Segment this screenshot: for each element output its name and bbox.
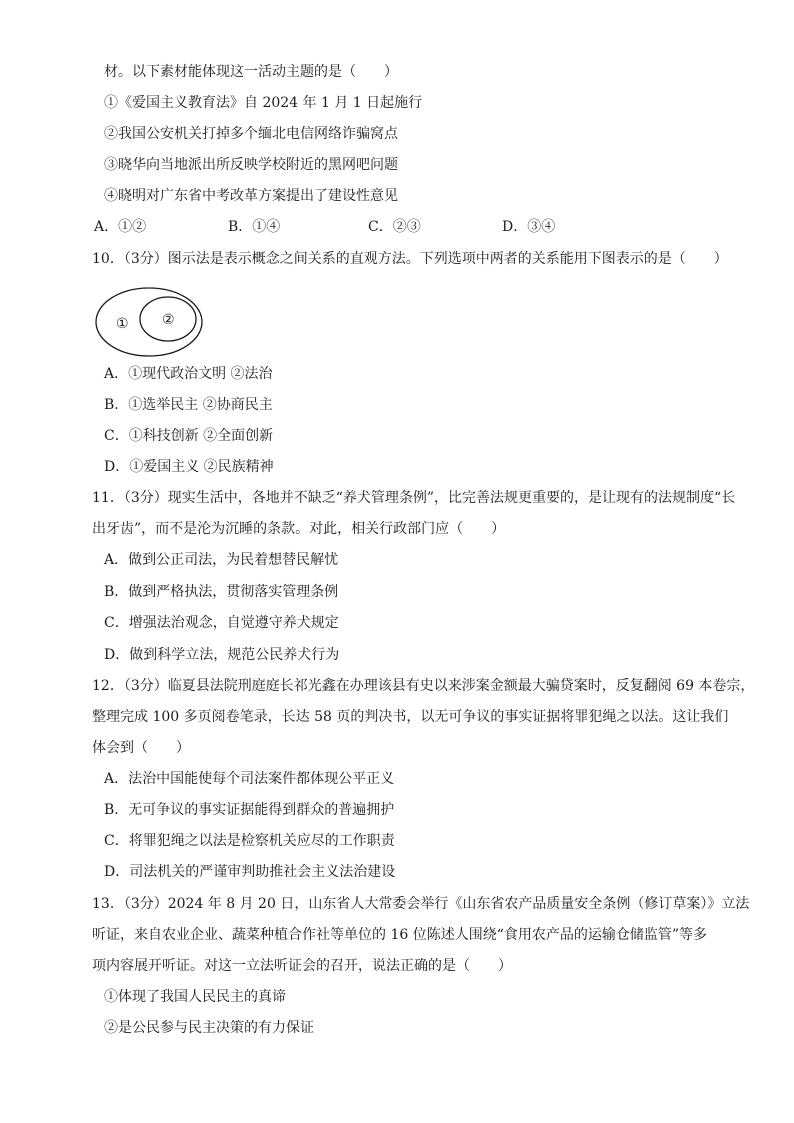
q11-option-d: D．做到科学立法，规范公民养犬行为 — [104, 647, 340, 663]
q13-item-1: ①体现了我国人民民主的真谛 — [104, 989, 286, 1005]
q9-item-4: ④晓明对广东省中考改革方案提出了建设性意见 — [104, 188, 398, 204]
q10-stem: 10．（3分）图示法是表示概念之间关系的直观方法。下列选项中两者的关系能用下图表示的是（ ） — [92, 251, 728, 267]
q11-option-a: A．做到公正司法，为民着想替民解忧 — [104, 552, 339, 568]
q12-option-d: D．司法机关的严谨审判助推社会主义法治建设 — [104, 864, 396, 880]
q12-stem-line-1: 12．（3分）临夏县法院刑庭庭长祁光鑫在办理该县有史以来涉案金额最大骗贷案时，反复翻阅 69 本卷宗， — [92, 678, 755, 694]
outer-label: ① — [116, 316, 129, 332]
q13-stem-line-3: 项内容展开听证。对这一立法听证会的召开，说法正确的是（ ） — [92, 958, 512, 974]
q11-stem-line-1: 11．（3分）现实生活中，各地并不缺乏“养犬管理条例”，比完善法规更重要的，是让现有的法规制度“长 — [92, 490, 736, 506]
q9-item-2: ②我国公安机关打掉多个缅北电信网络诈骗窝点 — [104, 126, 398, 142]
q12-option-b: B．无可争议的事实证据能得到群众的普遍拥护 — [104, 802, 395, 818]
q13-stem-line-1: 13．（3分）2024 年 8 月 20 日，山东省人大常委会举行《山东省农产品质量安全条例（修订草案）》立法 — [92, 896, 750, 912]
q10-option-c: C．①科技创新 ②全面创新 — [104, 428, 274, 444]
q12-stem-line-2: 整理完成 100 多页阅卷笔录，长达 58 页的判决书，以无可争议的事实证据将罪犯绳之以法。这让我们 — [92, 709, 729, 725]
q9-stem-continuation: 材。以下素材能体现这一活动主题的是（ ） — [104, 64, 398, 80]
q11-option-c: C．增强法治观念，自觉遵守养犬规定 — [104, 615, 339, 631]
outer-ellipse — [96, 288, 202, 356]
q9-option-d: D．③④ — [502, 219, 556, 235]
q13-item-2: ②是公民参与民主决策的有力保证 — [104, 1020, 314, 1036]
q9-option-c: C．②③ — [368, 219, 421, 235]
q9-option-a: A．①② — [94, 219, 147, 235]
q9-option-b: B．①④ — [228, 219, 281, 235]
q9-item-1: ①《爱国主义教育法》自 2024 年 1 月 1 日起施行 — [104, 95, 423, 111]
venn-diagram — [94, 286, 204, 358]
q10-option-b: B．①选举民主 ②协商民主 — [104, 397, 273, 413]
q12-option-a: A．法治中国能使每个司法案件都体现公平正义 — [104, 771, 395, 787]
q10-option-a: A．①现代政治文明 ②法治 — [104, 366, 273, 382]
q12-option-c: C．将罪犯绳之以法是检察机关应尽的工作职责 — [104, 833, 395, 849]
q11-stem-line-2: 出牙齿”，而不是沦为沉睡的条款。对此，相关行政部门应（ ） — [92, 521, 506, 537]
q10-option-d: D．①爱国主义 ②民族精神 — [104, 459, 274, 475]
q12-stem-line-3: 体会到（ ） — [92, 740, 190, 756]
q13-stem-line-2: 听证，来自农业企业、蔬菜种植合作社等单位的 16 位陈述人围绕“食用农产品的运输仓储监管”等多 — [92, 927, 708, 943]
q11-option-b: B．做到严格执法，贯彻落实管理条例 — [104, 584, 339, 600]
q9-item-3: ③晓华向当地派出所反映学校附近的黑网吧问题 — [104, 157, 398, 173]
inner-label: ② — [162, 312, 175, 328]
